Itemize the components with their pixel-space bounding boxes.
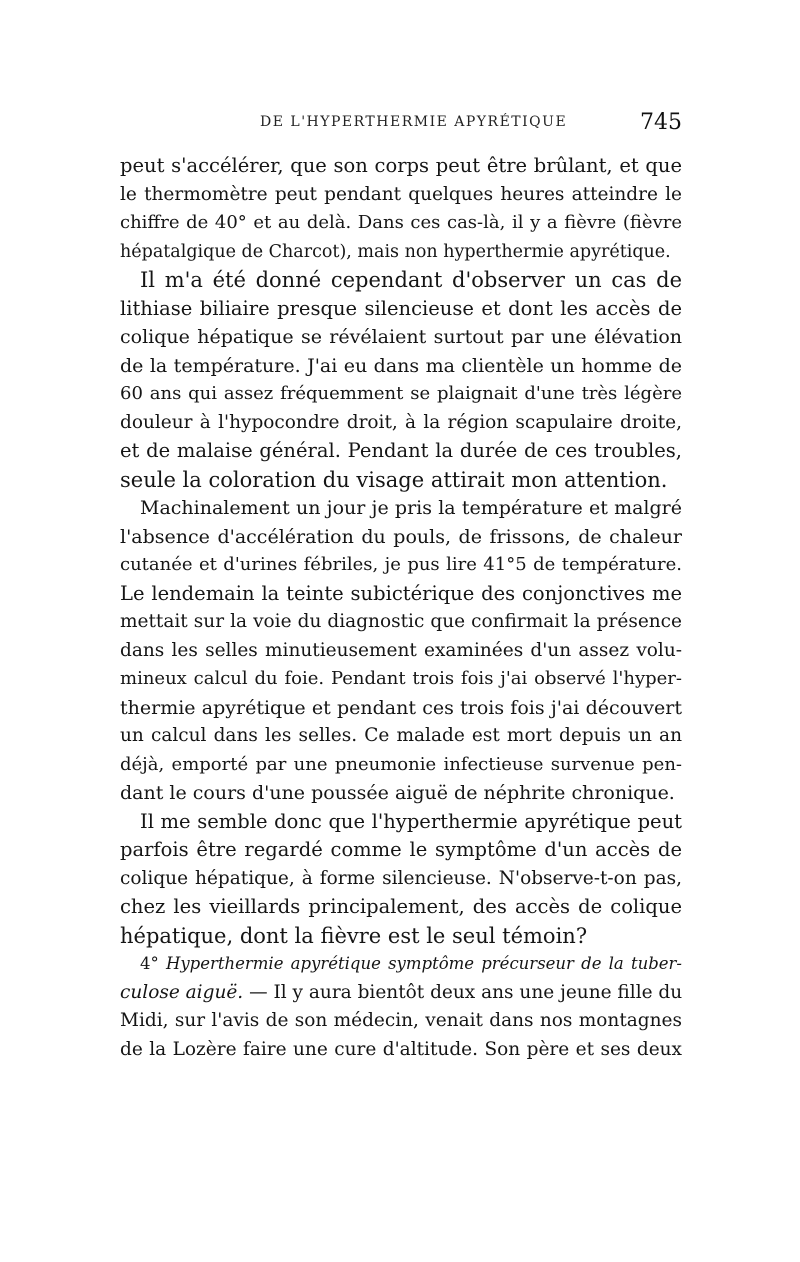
text-line: chez les vieillards principalement, des accès de colique: [120, 895, 682, 918]
text-line: mettait sur la voie du diagnostic que confirmait la présence: [120, 611, 682, 632]
section-number: 4°: [140, 954, 166, 973]
text-line: [120, 979, 682, 1008]
text-line: Le lendemain la teinte subictérique des conjonctives me: [120, 581, 682, 605]
text-line: un calcul dans les selles. Ce malade est mort depuis un an: [120, 725, 682, 746]
text-line: de la température. J'ai eu dans ma clientèle un homme de: [120, 354, 682, 377]
text-line: Machinalement un jour je pris la température et malgré: [140, 497, 682, 519]
text-line: 60 ans qui assez fréquemment se plaignait d'une très légère: [120, 383, 682, 404]
text-line: hépatalgique de Charcot), mais non hyperthermie apyrétique.: [120, 241, 671, 262]
section-title-part2: culose aiguë.: [120, 981, 244, 1003]
text-line: déjà, emporté par une pneumonie infectieuse survenue pen-: [120, 753, 682, 775]
text-line: thermie apyrétique et pendant ces trois fois j'ai découvert: [120, 696, 682, 719]
text-line: Midi, sur l'avis de son médecin, venait dans nos montagnes: [120, 1010, 682, 1031]
section-text-start: — Il y aura bientôt deux ans une jeune fille du: [243, 981, 682, 1003]
page-header: [120, 110, 682, 144]
text-line: douleur à l'hypocondre droit, à la région scapulaire droite,: [120, 411, 682, 433]
text-line: chiffre de 40° et au delà. Dans ces cas-là, il y a fièvre (fièvre: [120, 212, 682, 233]
text-line: le thermomètre peut pendant quelques heures atteindre le: [120, 183, 682, 205]
text-line: dant le cours d'une poussée aiguë de néphrite chronique.: [120, 782, 675, 804]
text-line: Il me semble donc que l'hyperthermie apyrétique peut: [140, 809, 682, 833]
text-line: peut s'accélérer, que son corps peut être brûlant, et que: [120, 154, 682, 177]
section-title-part1: Hyperthermie apyrétique symptôme précurseur de la tuber-: [165, 954, 682, 973]
page-number: 745: [640, 110, 682, 135]
text-line: Il m'a été donné cependant d'observer un cas de: [140, 268, 682, 292]
text-line: hépatique, dont la fièvre est le seul témoin?: [120, 923, 588, 948]
text-line: l'absence d'accélération du pouls, de frissons, de chaleur: [120, 525, 682, 548]
text-line: seule la coloration du visage attirait mon attention.: [120, 467, 668, 492]
text-line: cutanée et d'urines fébriles, je pus lire 41°5 de température.: [120, 554, 682, 575]
text-line: et de malaise général. Pendant la durée de ces troubles,: [120, 439, 682, 462]
text-line: dans les selles minutieusement examinées d'un assez volu-: [120, 639, 682, 661]
text-line: mineux calcul du foie. Pendant trois fois j'ai observé l'hyper-: [120, 668, 682, 689]
text-line: parfois être regardé comme le symptôme d'un accès de: [120, 838, 682, 861]
body-text: [120, 152, 682, 1064]
text-line: colique hépatique se révélaient surtout par une élévation: [120, 326, 682, 348]
text-line: lithiase biliaire presque silencieuse et dont les accès de: [120, 296, 682, 320]
running-title: DE L'HYPERTHERMIE APYRÉTIQUE: [260, 114, 568, 130]
text-line: [120, 950, 682, 979]
text-line: de la Lozère faire une cure d'altitude. Son père et ses deux: [120, 1038, 682, 1060]
text-line: colique hépatique, à forme silencieuse. N'observe-t-on pas,: [120, 867, 682, 889]
